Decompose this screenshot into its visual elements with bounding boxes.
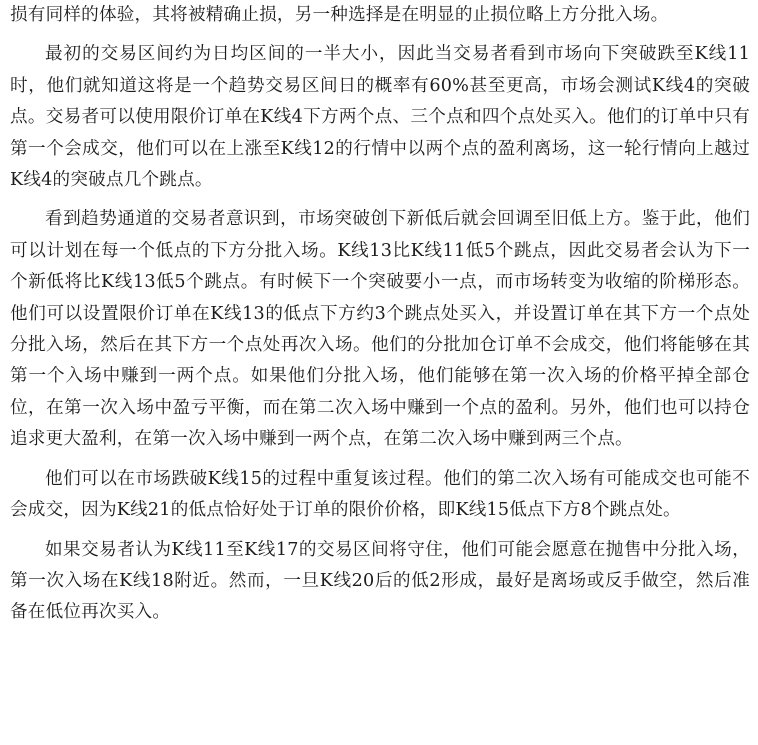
paragraph-3: 看到趋势通道的交易者意识到，市场突破创下新低后就会回调至旧低上方。鉴于此，他们可以计划在每一个低点的下方分批入场。K线13比K线11低5个跳点，因此交易者会认为下一个新低将比K线13低5个跳点。有时候下一个突破要小一点，而市场转变为收缩的阶梯形态。他们可以设置限价订单在K线13的低点下方约3个跳点处买入，并设置订单在其下方一个点处分批入场，然后在其下方一个点处再次入场。他们的分批加仓订单不会成交，他们将能够在其第一个入场中赚到一两个点。如果他们分批入场，他们能够在第一次入场的价格平掉全部仓位，在第一次入场中盈亏平衡，而在第二次入场中赚到一个点的盈利。另外，他们也可以持仓追求更大盈利，在第一次入场中赚到一两个点，在第二次入场中赚到两三个点。: [10, 209, 750, 450]
paragraph-1: 损有同样的体验，其将被精确止损，另一种选择是在明显的止损位略上方分批入场。: [10, 5, 669, 25]
paragraph-2: 最初的交易区间约为日均区间的一半大小，因此当交易者看到市场向下突破跌至K线11时，他们就知道这将是一个趋势交易区间日的概率有60%甚至更高，市场会测试K线4的突破点。交易者可以使用限价订单在K线4下方两个点、三个点和四个点处买入。他们的订单中只有第一个会成交，他们可以在上涨至K线12的行情中以两个点的盈利离场，这一轮行情向上越过K线4的突破点几个跳点。: [10, 44, 750, 191]
paragraph-4: 他们可以在市场跌破K线15的过程中重复该过程。他们的第二次入场有可能成交也可能不会成交，因为K线21的低点恰好处于订单的限价价格，即K线15低点下方8个跳点处。: [10, 468, 750, 521]
paragraph-5: 如果交易者认为K线11至K线17的交易区间将守住，他们可能会愿意在抛售中分批入场，第一次入场在K线18附近。然而，一旦K线20后的低2形成，最好是离场或反手做空，然后准备在低位再次买入。: [10, 539, 750, 623]
document-page: [10, 0, 750, 629]
